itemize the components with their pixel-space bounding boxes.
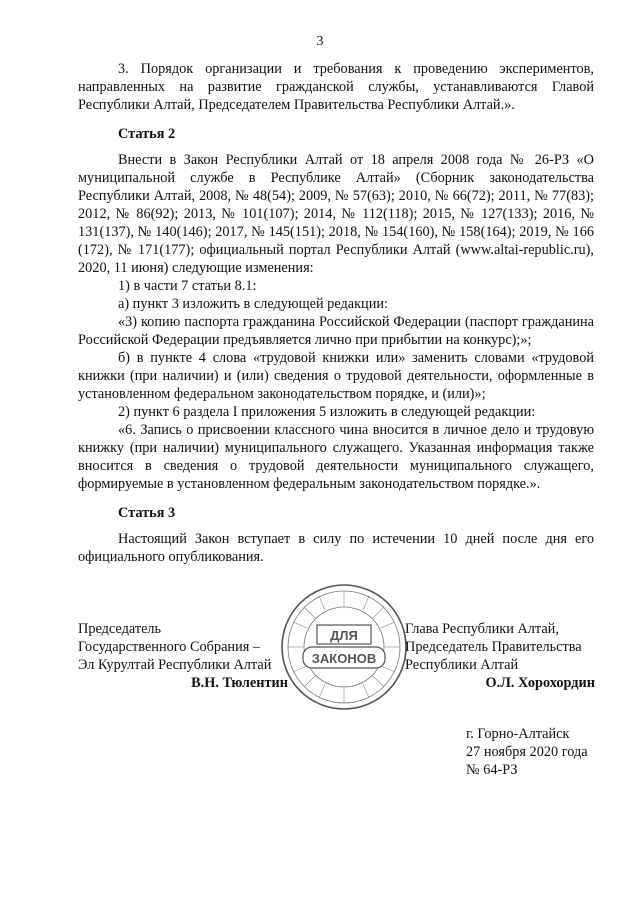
footer-date: 27 ноября 2020 года [466,744,588,760]
footer-number: № 64-РЗ [466,762,518,778]
article-2-heading: Статья 2 [118,126,176,142]
paragraph: Внести в Закон Республики Алтай от 18 апреля 2008 года № 26-РЗ «О муниципальной службе в Республике Алтай» (Сборник законодательства Республики Алтай, 2008, № 48(54); 2009, № 57(63); 2010, № 66(72); 2011, № 77(83); 2012, № 86(92); 2013, № 101(107); 2014, № 112(118); 2015, № 127(133); 2016, № 131(137), № 140(146); 2017, № 145(151); 2018, № 154(160), № 158(164); 2019, № 166 (172), № 171(177); официальный портал Республики Алтай (www.altai-republic.ru), 2020, 11 июня) следующие изменения: [78,152,594,276]
stamp-text: ДЛЯ [330,628,358,643]
paragraph: а) пункт 3 изложить в следующей редакции: [118,296,388,312]
signer-title-line: Председатель [78,621,162,637]
footer-city: г. Горно-Алтайск [466,726,570,742]
paragraph: б) в пункте 4 слова «трудовой книжки или» заменить словами «трудовой книжки (при наличии) и (или) сведения о трудовой деятельности, оформленные в установленном федеральном законодательством порядке, и (или)»; [78,350,594,402]
signer-title-line: Эл Курултай Республики Алтай [78,657,272,673]
document-footer [466,725,588,779]
paragraph: «6. Запись о присвоении классного чина вносится в личное дело и трудовую книжку (при наличии) муниципального служащего. Указанная информация также вносится в сведения о трудовой деятельности муниципального служащего, формируемые в установленном федеральным законодательством порядке.». [78,422,594,492]
signature-right [405,620,595,692]
document-body [78,60,594,566]
article-3-heading: Статья 3 [118,505,176,521]
signer-title-line: Государственного Собрания – [78,639,261,655]
signer-title-line: Глава Республики Алтай, [405,621,559,637]
stamp-seal-icon [279,582,409,712]
signer-name: В.Н. Тюлентин [191,675,288,691]
signer-name: О.Л. Хорохордин [485,675,595,691]
paragraph: 2) пункт 6 раздела I приложения 5 изложить в следующей редакции: [118,404,536,420]
paragraph: «3) копию паспорта гражданина Российской Федерации (паспорт гражданина Российской Федерации предъявляется лично при прибытии на конкурс);»; [78,314,594,348]
page-number: 3 [316,34,324,49]
paragraph: Настоящий Закон вступает в силу по истечении 10 дней после дня его официального опубликования. [78,531,594,565]
paragraph: 3. Порядок организации и требования к проведению экспериментов, направленных на развитие гражданской службы, устанавливаются Главой Республики Алтай, Председателем Правительства Республики Алтай.». [78,61,594,113]
signer-title-line: Председатель Правительства [405,639,582,655]
stamp-text: ЗАКОНОВ [311,651,377,666]
signer-title-line: Республики Алтай [405,657,519,673]
signature-left [78,620,288,692]
paragraph: 1) в части 7 статьи 8.1: [118,278,257,294]
